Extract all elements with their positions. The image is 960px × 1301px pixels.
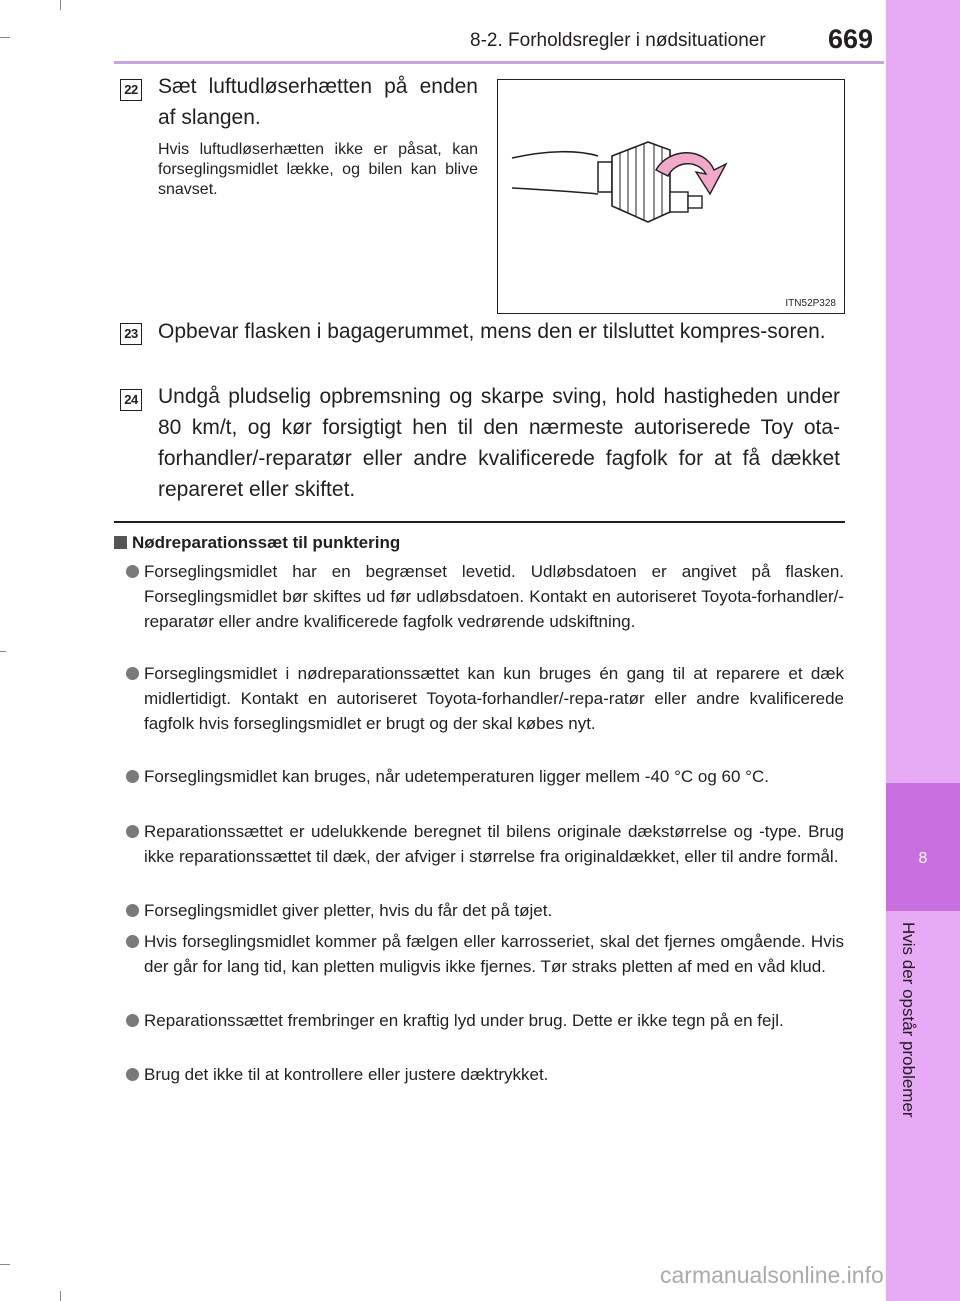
list-item — [126, 559, 844, 634]
crop-mark — [60, 0, 61, 10]
square-bullet-icon — [114, 536, 127, 549]
section-divider — [114, 521, 845, 523]
bullet-dot-icon — [126, 904, 139, 917]
bullet-dot-icon — [126, 935, 139, 948]
bullet-dot-icon — [126, 1014, 139, 1027]
list-item — [126, 929, 844, 979]
section-title: 8-2. Forholdsregler i nødsituationer — [470, 30, 766, 51]
chapter-label: Hvis der opstår problemer — [899, 922, 918, 1118]
list-item — [126, 1062, 844, 1087]
page-number: 669 — [828, 24, 874, 54]
bullet-dot-icon — [126, 667, 139, 680]
bullet-dot-icon — [126, 770, 139, 783]
section-heading-text: Nødreparationssæt til punktering — [132, 533, 401, 552]
bullet-dot-icon — [126, 565, 139, 578]
list-item-text: Reparationssættet frembringer en kraftig lyd under brug. Dette er ikke tegn på en fejl. — [144, 1011, 784, 1030]
crop-mark — [0, 651, 6, 652]
list-item-text: Forseglingsmidlet kan bruges, når udetemperaturen ligger mellem -40 °C og 60 °C. — [144, 767, 769, 786]
crop-mark — [60, 1291, 61, 1301]
step-number-badge: 24 — [120, 389, 142, 411]
crop-mark — [0, 37, 10, 38]
chapter-number-box — [886, 783, 960, 911]
hose-cap-drawing — [498, 80, 843, 312]
step-number-badge: 22 — [120, 79, 142, 101]
step-text: Sæt luftudløserhætten på enden af slangen. — [158, 75, 478, 129]
step-text: Undgå pludselig opbremsning og skarpe sving, hold hastigheden under 80 km/t, og kør forsigtigt hen til den nærmeste autoriserede Toy ota-forhandler/-reparatør eller andre kvalificerede fagfolk for at få dækket repareret eller skiftet. — [158, 385, 840, 501]
crop-mark — [0, 1264, 10, 1265]
header-rule — [114, 61, 884, 64]
list-item — [126, 898, 844, 923]
watermark: carmanualsonline.info — [660, 1262, 884, 1288]
step-note: Hvis luftudløserhætten ikke er påsat, kan forseglingsmidlet lække, og bilen kan blive snavset. — [158, 141, 478, 198]
list-item — [126, 1008, 844, 1033]
list-item-text: Reparationssættet er udelukkende beregnet til bilens originale dækstørrelse og -type. Brug ikke reparationssættet til dæk, der afviger i størrelse fra originaldækket, eller til andre formål. — [144, 822, 844, 866]
illustration-hose-cap — [497, 79, 845, 314]
list-item — [126, 819, 844, 869]
chapter-number: 8 — [918, 850, 928, 867]
list-item-text: Brug det ikke til at kontrollere eller justere dæktrykket. — [144, 1065, 549, 1084]
bullet-dot-icon — [126, 1068, 139, 1081]
figure-code: ITN52P328 — [785, 298, 836, 309]
list-item — [126, 661, 844, 736]
list-item-text: Forseglingsmidlet giver pletter, hvis du får det på tøjet. — [144, 901, 553, 920]
list-item-text: Hvis forseglingsmidlet kommer på fælgen eller karrosseriet, skal det fjernes omgående. Hvis der går for lang tid, kan pletten muligvis ikke fjernes. Tør straks pletten af med en våd klud. — [144, 932, 844, 976]
list-item-text: Forseglingsmidlet har en begrænset levetid. Udløbsdatoen er angivet på flasken. Forseglingsmidlet bør skiftes ud før udløbsdatoen. Kontakt en autoriseret Toyota-forhandler/-reparatør eller andre kvalificerede fagfolk vedrørende udskiftning. — [144, 562, 844, 631]
step-number-badge: 23 — [120, 323, 142, 345]
list-item — [126, 764, 844, 789]
bullet-dot-icon — [126, 825, 139, 838]
list-item-text: Forseglingsmidlet i nødreparationssættet kan kun bruges én gang til at reparere et dæk midlertidigt. Kontakt en autoriseret Toyota-forhandler/-repa-ratør eller andre kvalificerede fagfolk hvis forseglingsmidlet er brugt og der skal købes nyt. — [144, 664, 844, 733]
section-heading — [114, 533, 400, 553]
step-text: Opbevar flasken i bagagerummet, mens den er tilsluttet kompres-soren. — [158, 320, 826, 343]
